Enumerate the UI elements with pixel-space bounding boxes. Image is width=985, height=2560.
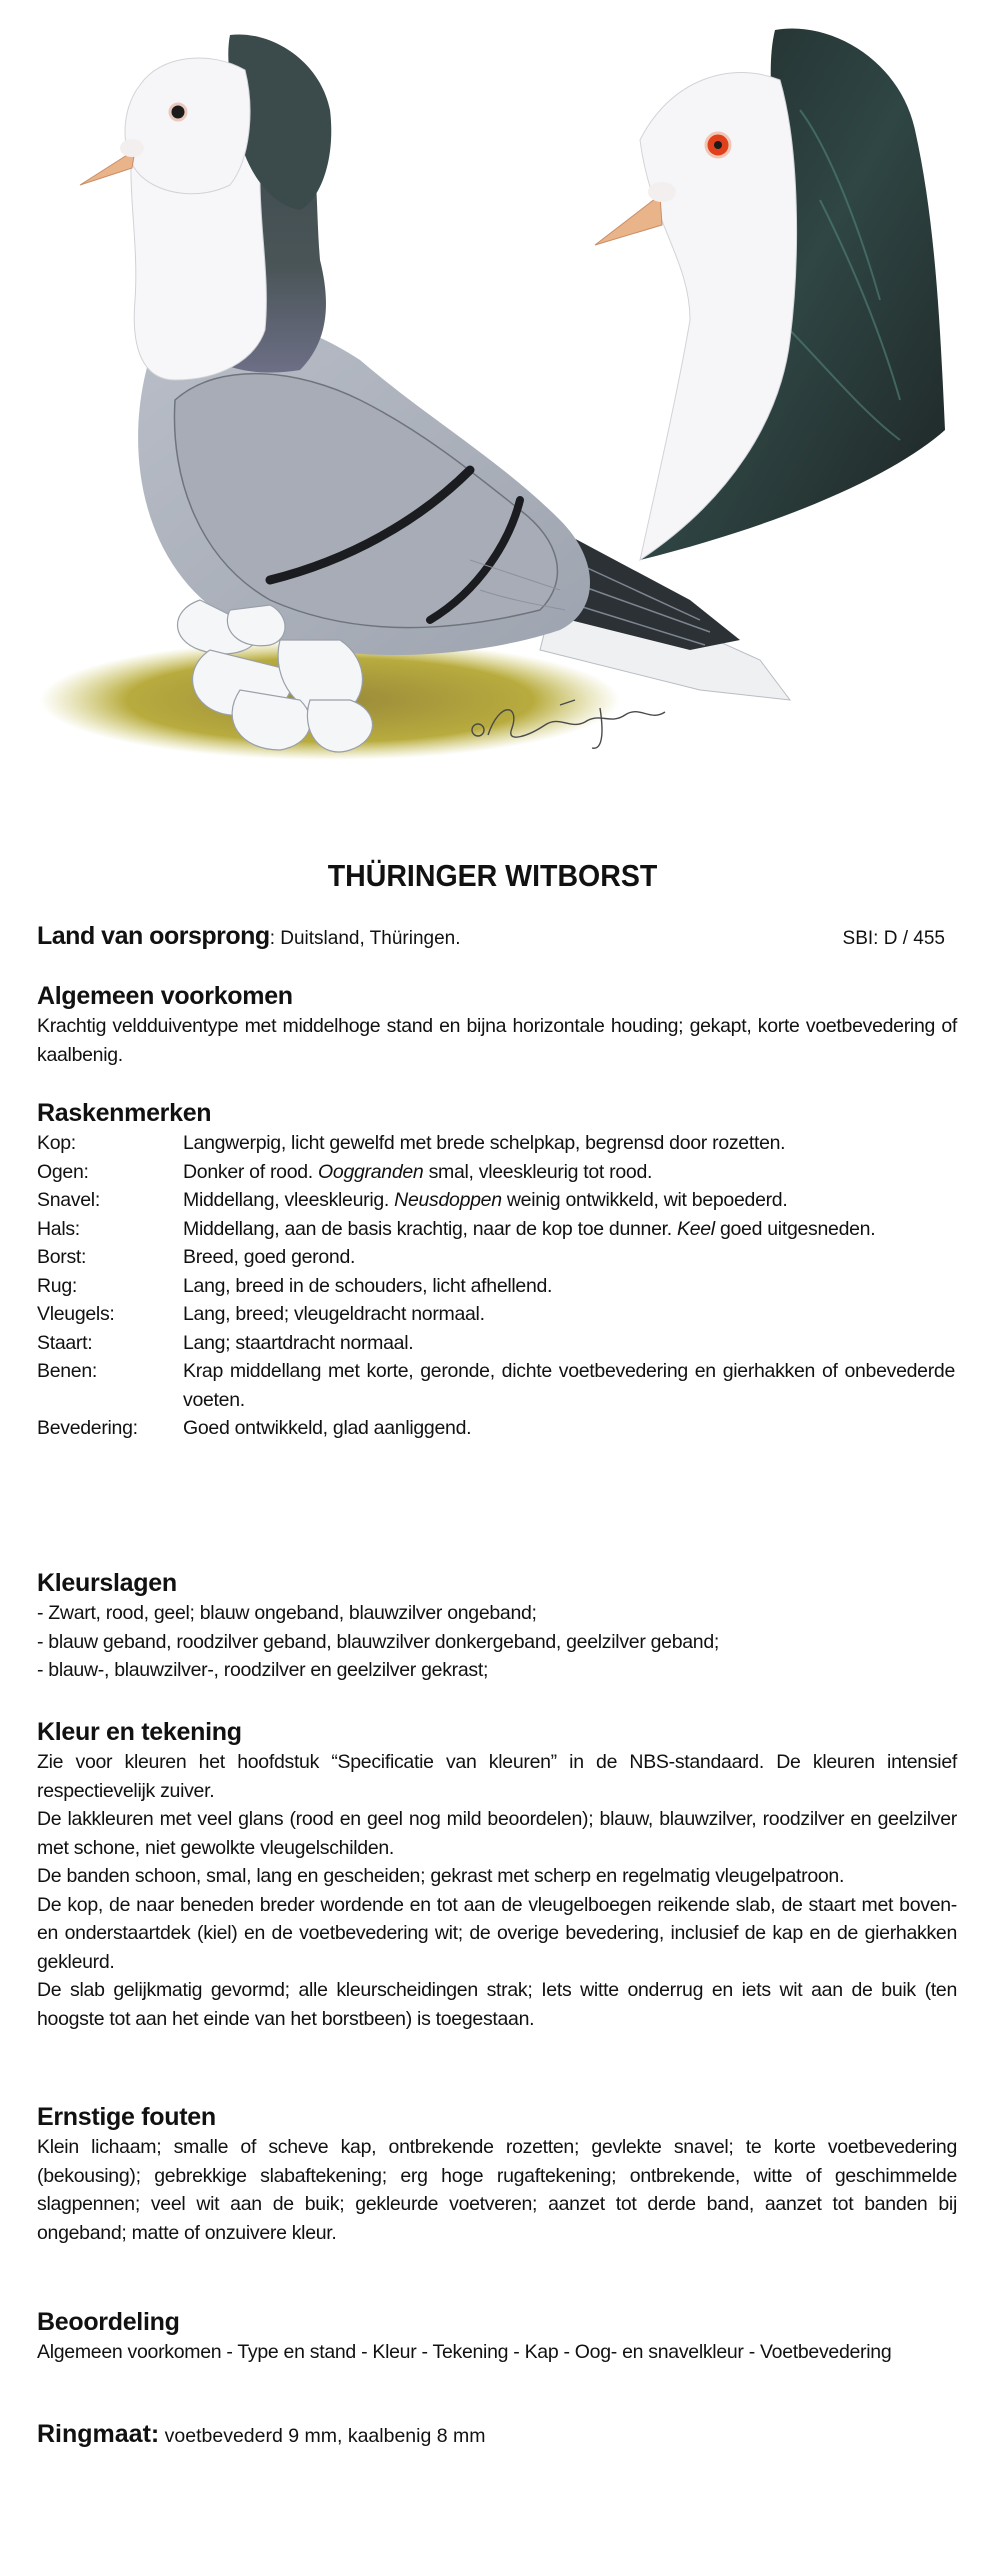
trait-value: Breed, goed gerond. bbox=[183, 1246, 356, 1268]
origin-label: Land van oorsprong bbox=[37, 922, 270, 950]
ring-value: voetbevederd 9 mm, kaalbenig 8 mm bbox=[159, 2425, 486, 2447]
section-marking bbox=[37, 1716, 957, 2033]
section-heading: Kleur en tekening bbox=[37, 1718, 242, 1746]
trait-key: Borst: bbox=[37, 1246, 87, 1268]
ring-label: Ringmaat: bbox=[37, 2420, 160, 2448]
variety-line: - blauw-, blauwzilver-, roodzilver en geelzilver gekrast; bbox=[37, 1659, 489, 1681]
trait-text: goed uitgesneden. bbox=[714, 1217, 876, 1240]
trait-key: Kop: bbox=[37, 1132, 76, 1154]
trait-key: Ogen: bbox=[37, 1160, 89, 1183]
trait-value: Krap middellang met korte, geronde, dichte voetbevedering en gierhakken of onbevederde voeten. bbox=[183, 1360, 955, 1411]
page-title: THÜRINGER WITBORST bbox=[327, 858, 658, 893]
portrait-cere bbox=[648, 182, 676, 202]
section-traits bbox=[37, 1097, 957, 1443]
trait-term: Neusdoppen bbox=[394, 1189, 502, 1211]
section-general bbox=[37, 980, 957, 1069]
trait-term: Ooggranden bbox=[318, 1160, 424, 1183]
section-heading: Algemeen voorkomen bbox=[37, 982, 293, 1010]
section-heading: Raskenmerken bbox=[37, 1099, 212, 1127]
origin-row bbox=[37, 922, 945, 951]
portrait-beak bbox=[595, 195, 662, 245]
section-heading: Ernstige fouten bbox=[37, 2103, 216, 2131]
trait-value: Lang; staartdracht normaal. bbox=[183, 1331, 414, 1354]
general-text: Krachtig veldduiventype met middelhoge stand en bijna horizontale houding; gekapt, korte voetbevedering of kaalbenig. bbox=[37, 1015, 957, 1066]
trait-key: Vleugels: bbox=[37, 1303, 115, 1325]
trait-key: Snavel: bbox=[37, 1189, 100, 1211]
trait-value bbox=[183, 1158, 957, 1187]
trait-key: Staart: bbox=[37, 1331, 93, 1354]
sbi-code: SBI: D / 455 bbox=[842, 928, 945, 949]
trait-text: Donker of rood. bbox=[183, 1160, 319, 1183]
origin-value: : Duitsland, Thüringen. bbox=[269, 928, 461, 949]
trait-value: Lang, breed; vleugeldracht normaal. bbox=[183, 1303, 485, 1325]
pigeon-head bbox=[125, 58, 250, 194]
variety-line: - Zwart, rood, geel; blauw ongeband, blauwzilver ongeband; bbox=[37, 1602, 537, 1624]
judging-text: Algemeen voorkomen - Type en stand - Kleur - Tekening - Kap - Oog- en snavelkleur - Voetbevedering bbox=[37, 2341, 892, 2363]
trait-key: Rug: bbox=[37, 1274, 77, 1297]
trait-text: weinig ontwikkeld, wit bepoederd. bbox=[501, 1189, 788, 1211]
marking-paragraph: De lakkleuren met veel glans (rood en geel nog mild beoordelen); blauw, blauwzilver, roodzilver en geelzilver met schone, niet gewolkte vleugelschilden. bbox=[37, 1808, 957, 1859]
section-color-varieties bbox=[37, 1567, 957, 1685]
trait-key: Hals: bbox=[37, 1217, 80, 1240]
trait-key: Bevedering: bbox=[37, 1417, 138, 1439]
trait-value: Langwerpig, licht gewelfd met brede schelpkap, begrensd door rozetten. bbox=[183, 1132, 786, 1154]
section-ring-size bbox=[37, 2420, 957, 2449]
section-judging bbox=[37, 2306, 957, 2367]
marking-paragraph: De banden schoon, smal, lang en gescheiden; gekrast met scherp en regelmatig vleugelpatroon. bbox=[37, 1865, 845, 1887]
head-portrait bbox=[595, 28, 945, 560]
pigeon-illustration bbox=[0, 0, 985, 820]
trait-text: smal, vleeskleurig tot rood. bbox=[423, 1160, 653, 1183]
cere bbox=[120, 139, 144, 157]
trait-value bbox=[183, 1186, 957, 1215]
trait-term: Keel bbox=[676, 1217, 715, 1240]
section-heading: Beoordeling bbox=[37, 2308, 180, 2336]
traits-list bbox=[37, 1129, 957, 1443]
marking-paragraph: Zie voor kleuren het hoofdstuk “Specificatie van kleuren” in de NBS-standaard. De kleuren intensief respectievelijk zuiver. bbox=[37, 1751, 957, 1802]
trait-value: Goed ontwikkeld, glad aanliggend. bbox=[183, 1417, 472, 1439]
trait-value bbox=[183, 1215, 957, 1244]
marking-paragraph: De slab gelijkmatig gevormd; alle kleurscheidingen strak; Iets witte onderrug en iets wit aan de buik (ten hoogste tot aan het einde van het borstbeen) is toegestaan. bbox=[37, 1979, 957, 2030]
trait-key: Benen: bbox=[37, 1360, 98, 1382]
section-faults bbox=[37, 2101, 957, 2247]
trait-text: Middellang, vleeskleurig. bbox=[183, 1189, 395, 1211]
trait-value: Lang, breed in de schouders, licht afhellend. bbox=[183, 1274, 553, 1297]
marking-paragraph: De kop, de naar beneden breder wordende en tot aan de vleugelboegen reikende slab, de staart met boven- en onderstaartdek (kiel) en de voetbevedering wit; de overige bevedering, inclusief de kap en de gierhakken gekleurd. bbox=[37, 1893, 957, 1973]
trait-text: Middellang, aan de basis krachtig, naar de kop toe dunner. bbox=[183, 1217, 677, 1240]
variety-line: - blauw geband, roodzilver geband, blauwzilver donkergeband, geelzilver geband; bbox=[37, 1630, 720, 1653]
eye bbox=[170, 104, 186, 120]
section-heading: Kleurslagen bbox=[37, 1569, 177, 1597]
faults-text: Klein lichaam; smalle of scheve kap, ontbrekende rozetten; gevlekte snavel; te korte voetbevedering (bekousing); gebrekkige slabaftekening; erg hoge rugaftekening; ontbrekende, witte of geschimmelde slagpennen; veel wit aan de buik; gekleurde voetveren; aanzet tot derde band, aanzet tot banden bij ongeband; matte of onzuivere kleur. bbox=[37, 2136, 957, 2244]
